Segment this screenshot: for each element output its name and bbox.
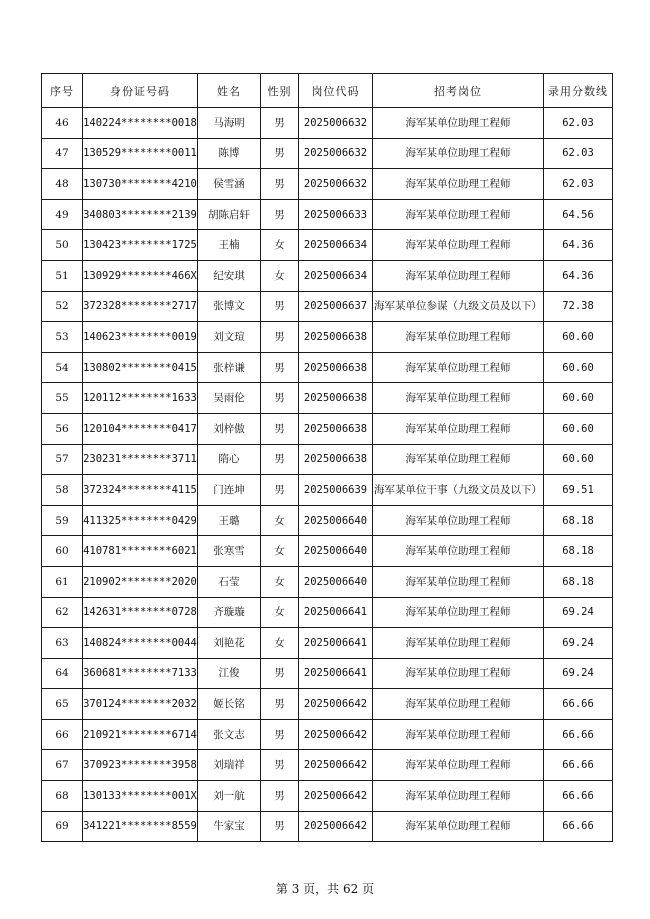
cell-gender: 女	[261, 597, 299, 628]
cell-recruitment-post: 海军某单位助理工程师	[373, 536, 544, 567]
cell-admission-score: 60.60	[544, 444, 613, 475]
cell-serial-number: 58	[42, 475, 83, 506]
cell-post-code: 2025006642	[299, 689, 373, 720]
table-row	[42, 750, 613, 781]
cell-id-number: 142631********0728	[83, 597, 198, 628]
cell-post-code: 2025006642	[299, 811, 373, 842]
cell-serial-number: 55	[42, 383, 83, 414]
table-row	[42, 719, 613, 750]
header-serial-number: 序号	[42, 74, 83, 108]
cell-admission-score: 66.66	[544, 750, 613, 781]
cell-serial-number: 46	[42, 108, 83, 139]
cell-post-code: 2025006640	[299, 536, 373, 567]
cell-name: 吴雨伦	[198, 383, 261, 414]
cell-admission-score: 64.36	[544, 260, 613, 291]
cell-serial-number: 69	[42, 811, 83, 842]
cell-admission-score: 66.66	[544, 719, 613, 750]
cell-post-code: 2025006642	[299, 719, 373, 750]
cell-recruitment-post: 海军某单位助理工程师	[373, 658, 544, 689]
header-name: 姓名	[198, 74, 261, 108]
cell-id-number: 411325********0429	[83, 505, 198, 536]
cell-id-number: 341221********8559	[83, 811, 198, 842]
cell-post-code: 2025006632	[299, 108, 373, 139]
cell-id-number: 140623********0019	[83, 322, 198, 353]
cell-post-code: 2025006632	[299, 169, 373, 200]
table-row	[42, 689, 613, 720]
cell-post-code: 2025006640	[299, 505, 373, 536]
cell-gender: 男	[261, 811, 299, 842]
table-row	[42, 413, 613, 444]
table-row	[42, 781, 613, 812]
table-row	[42, 108, 613, 139]
cell-recruitment-post: 海军某单位助理工程师	[373, 689, 544, 720]
cell-serial-number: 67	[42, 750, 83, 781]
cell-name: 陈博	[198, 138, 261, 169]
cell-admission-score: 69.24	[544, 628, 613, 659]
cell-recruitment-post: 海军某单位助理工程师	[373, 138, 544, 169]
header-id-number: 身份证号码	[83, 74, 198, 108]
cell-name: 张寒雪	[198, 536, 261, 567]
cell-gender: 男	[261, 199, 299, 230]
cell-name: 张梓谦	[198, 352, 261, 383]
cell-recruitment-post: 海军某单位助理工程师	[373, 811, 544, 842]
cell-name: 门连坤	[198, 475, 261, 506]
table-row	[42, 597, 613, 628]
cell-post-code: 2025006632	[299, 138, 373, 169]
table-row	[42, 230, 613, 261]
cell-admission-score: 69.24	[544, 597, 613, 628]
cell-name: 隋心	[198, 444, 261, 475]
table-row	[42, 444, 613, 475]
cell-post-code: 2025006634	[299, 230, 373, 261]
cell-gender: 女	[261, 628, 299, 659]
cell-id-number: 210902********2020	[83, 566, 198, 597]
cell-admission-score: 62.03	[544, 108, 613, 139]
cell-gender: 男	[261, 291, 299, 322]
cell-name: 刘一航	[198, 781, 261, 812]
cell-id-number: 140824********0044	[83, 628, 198, 659]
cell-serial-number: 56	[42, 413, 83, 444]
admission-score-table	[41, 73, 613, 842]
cell-gender: 男	[261, 475, 299, 506]
table-header-row	[42, 74, 613, 108]
cell-admission-score: 69.24	[544, 658, 613, 689]
cell-serial-number: 65	[42, 689, 83, 720]
cell-name: 张博文	[198, 291, 261, 322]
cell-admission-score: 66.66	[544, 811, 613, 842]
cell-serial-number: 68	[42, 781, 83, 812]
cell-serial-number: 59	[42, 505, 83, 536]
table-row	[42, 199, 613, 230]
cell-admission-score: 68.18	[544, 566, 613, 597]
table-row	[42, 658, 613, 689]
cell-serial-number: 52	[42, 291, 83, 322]
cell-serial-number: 50	[42, 230, 83, 261]
cell-gender: 男	[261, 352, 299, 383]
cell-post-code: 2025006638	[299, 352, 373, 383]
cell-recruitment-post: 海军某单位助理工程师	[373, 413, 544, 444]
cell-post-code: 2025006638	[299, 383, 373, 414]
cell-admission-score: 66.66	[544, 781, 613, 812]
cell-admission-score: 68.18	[544, 536, 613, 567]
cell-post-code: 2025006638	[299, 444, 373, 475]
cell-id-number: 230231********3711	[83, 444, 198, 475]
cell-admission-score: 60.60	[544, 413, 613, 444]
cell-serial-number: 61	[42, 566, 83, 597]
cell-recruitment-post: 海军某单位助理工程师	[373, 108, 544, 139]
table-row	[42, 475, 613, 506]
cell-recruitment-post: 海军某单位助理工程师	[373, 628, 544, 659]
cell-id-number: 210921********6714	[83, 719, 198, 750]
cell-name: 王楠	[198, 230, 261, 261]
cell-post-code: 2025006640	[299, 566, 373, 597]
cell-gender: 男	[261, 719, 299, 750]
cell-gender: 女	[261, 536, 299, 567]
cell-name: 刘瑞祥	[198, 750, 261, 781]
cell-post-code: 2025006642	[299, 750, 373, 781]
cell-post-code: 2025006639	[299, 475, 373, 506]
table-body	[42, 108, 613, 842]
cell-gender: 女	[261, 230, 299, 261]
cell-serial-number: 47	[42, 138, 83, 169]
table-row	[42, 322, 613, 353]
cell-admission-score: 62.03	[544, 138, 613, 169]
cell-serial-number: 64	[42, 658, 83, 689]
cell-id-number: 370124********2032	[83, 689, 198, 720]
cell-recruitment-post: 海军某单位助理工程师	[373, 444, 544, 475]
cell-admission-score: 60.60	[544, 383, 613, 414]
cell-serial-number: 51	[42, 260, 83, 291]
cell-recruitment-post: 海军某单位助理工程师	[373, 566, 544, 597]
cell-name: 齐璇璇	[198, 597, 261, 628]
table-row	[42, 352, 613, 383]
table-row	[42, 260, 613, 291]
cell-name: 江俊	[198, 658, 261, 689]
cell-recruitment-post: 海军某单位助理工程师	[373, 260, 544, 291]
cell-name: 刘梓傲	[198, 413, 261, 444]
cell-id-number: 360681********7133	[83, 658, 198, 689]
cell-admission-score: 64.36	[544, 230, 613, 261]
cell-name: 刘文瑄	[198, 322, 261, 353]
cell-post-code: 2025006638	[299, 413, 373, 444]
cell-admission-score: 60.60	[544, 322, 613, 353]
cell-admission-score: 66.66	[544, 689, 613, 720]
cell-gender: 男	[261, 781, 299, 812]
cell-gender: 男	[261, 658, 299, 689]
table-row	[42, 566, 613, 597]
cell-post-code: 2025006641	[299, 628, 373, 659]
cell-name: 马海明	[198, 108, 261, 139]
cell-post-code: 2025006637	[299, 291, 373, 322]
cell-id-number: 130730********4210	[83, 169, 198, 200]
table-row	[42, 138, 613, 169]
cell-recruitment-post: 海军某单位助理工程师	[373, 169, 544, 200]
table-row	[42, 169, 613, 200]
page-footer	[0, 880, 650, 897]
cell-id-number: 340803********2139	[83, 199, 198, 230]
cell-gender: 男	[261, 413, 299, 444]
cell-recruitment-post: 海军某单位参谋（九级文员及以下）	[373, 291, 544, 322]
cell-recruitment-post: 海军某单位干事（九级文员及以下）	[373, 475, 544, 506]
cell-name: 张文志	[198, 719, 261, 750]
cell-post-code: 2025006633	[299, 199, 373, 230]
table-row	[42, 536, 613, 567]
cell-post-code: 2025006642	[299, 781, 373, 812]
cell-recruitment-post: 海军某单位助理工程师	[373, 719, 544, 750]
cell-id-number: 130133********001X	[83, 781, 198, 812]
cell-name: 王璐	[198, 505, 261, 536]
cell-id-number: 130929********466X	[83, 260, 198, 291]
header-admission-score: 录用分数线	[544, 74, 613, 108]
cell-gender: 男	[261, 108, 299, 139]
table-row	[42, 628, 613, 659]
cell-serial-number: 60	[42, 536, 83, 567]
cell-recruitment-post: 海军某单位助理工程师	[373, 505, 544, 536]
cell-name: 胡陈启轩	[198, 199, 261, 230]
cell-gender: 男	[261, 689, 299, 720]
table-row	[42, 505, 613, 536]
cell-gender: 男	[261, 750, 299, 781]
cell-recruitment-post: 海军某单位助理工程师	[373, 230, 544, 261]
cell-admission-score: 72.38	[544, 291, 613, 322]
cell-admission-score: 69.51	[544, 475, 613, 506]
cell-name: 侯雪涵	[198, 169, 261, 200]
header-recruitment-post: 招考岗位	[373, 74, 544, 108]
cell-post-code: 2025006641	[299, 658, 373, 689]
cell-post-code: 2025006638	[299, 322, 373, 353]
cell-serial-number: 53	[42, 322, 83, 353]
cell-serial-number: 48	[42, 169, 83, 200]
page-number-text: 第 3 页，共 62 页	[275, 882, 375, 896]
cell-post-code: 2025006641	[299, 597, 373, 628]
cell-id-number: 130423********1725	[83, 230, 198, 261]
cell-recruitment-post: 海军某单位助理工程师	[373, 750, 544, 781]
cell-serial-number: 57	[42, 444, 83, 475]
cell-serial-number: 54	[42, 352, 83, 383]
cell-id-number: 130529********0011	[83, 138, 198, 169]
cell-recruitment-post: 海军某单位助理工程师	[373, 597, 544, 628]
table-row	[42, 811, 613, 842]
cell-gender: 男	[261, 138, 299, 169]
cell-name: 牛家宝	[198, 811, 261, 842]
cell-gender: 男	[261, 322, 299, 353]
cell-gender: 男	[261, 383, 299, 414]
cell-post-code: 2025006634	[299, 260, 373, 291]
header-gender: 性别	[261, 74, 299, 108]
cell-gender: 女	[261, 505, 299, 536]
table-row	[42, 291, 613, 322]
cell-serial-number: 49	[42, 199, 83, 230]
cell-gender: 男	[261, 444, 299, 475]
cell-recruitment-post: 海军某单位助理工程师	[373, 352, 544, 383]
cell-admission-score: 68.18	[544, 505, 613, 536]
cell-recruitment-post: 海军某单位助理工程师	[373, 322, 544, 353]
cell-serial-number: 62	[42, 597, 83, 628]
cell-id-number: 372328********2717	[83, 291, 198, 322]
cell-gender: 女	[261, 260, 299, 291]
cell-recruitment-post: 海军某单位助理工程师	[373, 199, 544, 230]
cell-name: 石莹	[198, 566, 261, 597]
cell-id-number: 410781********6021	[83, 536, 198, 567]
cell-name: 纪安琪	[198, 260, 261, 291]
cell-id-number: 130802********0415	[83, 352, 198, 383]
cell-serial-number: 63	[42, 628, 83, 659]
cell-admission-score: 64.56	[544, 199, 613, 230]
header-post-code: 岗位代码	[299, 74, 373, 108]
cell-id-number: 140224********0018	[83, 108, 198, 139]
cell-name: 刘艳花	[198, 628, 261, 659]
cell-name: 姬长铭	[198, 689, 261, 720]
cell-id-number: 370923********3958	[83, 750, 198, 781]
cell-admission-score: 60.60	[544, 352, 613, 383]
cell-serial-number: 66	[42, 719, 83, 750]
cell-id-number: 120104********0417	[83, 413, 198, 444]
cell-id-number: 120112********1633	[83, 383, 198, 414]
cell-gender: 男	[261, 169, 299, 200]
cell-gender: 女	[261, 566, 299, 597]
cell-admission-score: 62.03	[544, 169, 613, 200]
cell-recruitment-post: 海军某单位助理工程师	[373, 781, 544, 812]
cell-id-number: 372324********4115	[83, 475, 198, 506]
cell-recruitment-post: 海军某单位助理工程师	[373, 383, 544, 414]
table-row	[42, 383, 613, 414]
